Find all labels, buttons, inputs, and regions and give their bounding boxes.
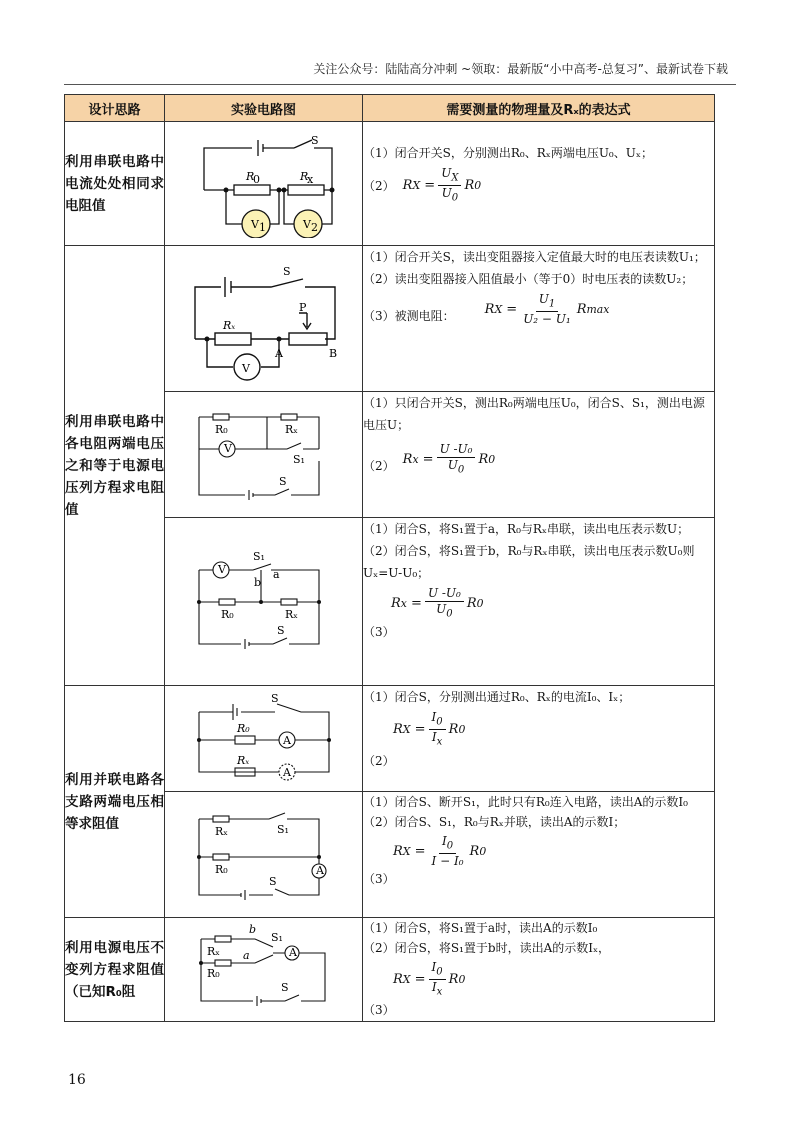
formula-tail: R xyxy=(464,177,475,193)
formula-tail-sub: 0 xyxy=(458,722,466,736)
label-rx-sub: x xyxy=(306,172,313,186)
formula: R X = $\frac{I_0}{I_x}$ R 0 xyxy=(393,710,466,748)
formula-lhs: R xyxy=(391,595,401,611)
den-sub: 0 xyxy=(451,192,459,204)
formula-row xyxy=(363,710,714,750)
formula-tail-sub: 0 xyxy=(479,844,487,858)
formula-num xyxy=(437,442,476,458)
num-text: U xyxy=(441,166,452,180)
circuit-diagram-6 xyxy=(165,792,363,918)
formula: R x = $\frac{\text{U -U₀}}{U_0}$ R 0 xyxy=(391,586,484,620)
label-a-terminal: a xyxy=(242,948,250,962)
page-number: 16 xyxy=(68,1072,86,1088)
label-a: A xyxy=(288,945,297,959)
num-sub: 1 xyxy=(548,298,556,310)
label-v: V xyxy=(241,361,250,375)
label-s: S xyxy=(276,623,285,637)
design-idea-1: 利用串联电路中电流处处相同求电阻值 xyxy=(65,122,165,246)
formula-den xyxy=(429,730,445,749)
label-b: B xyxy=(328,346,337,360)
num-text: U -U₀ xyxy=(427,586,461,600)
formula-num xyxy=(438,166,461,186)
experiment-table xyxy=(64,94,715,1022)
measure-line: （1）闭合S、断开S₁，此时只有R₀连入电路，读出A的示数I₀ xyxy=(363,795,688,809)
den-text: I xyxy=(431,980,437,995)
design-idea-3: 利用并联电路各支路两端电压相等求阻值 xyxy=(65,686,165,918)
label-a: A xyxy=(274,346,283,360)
label-r0: R₀ xyxy=(206,966,220,980)
formula-fraction xyxy=(425,586,464,621)
den-sub: 0 xyxy=(446,608,453,620)
label-rx: R xyxy=(299,169,308,183)
measurement-6 xyxy=(363,792,715,918)
step-label: （3） xyxy=(363,872,395,887)
label-r0: R₀ xyxy=(214,862,228,876)
header-note: 关注公众号：陆陆高分冲刺 ~领取：最新版“小中高考-总复习”、最新试卷下载 xyxy=(313,62,728,76)
formula-row xyxy=(363,586,714,621)
formula: R X = $\frac{U_X}{U_0}$ R 0 xyxy=(402,166,482,204)
label-rx: Rₓ xyxy=(284,422,298,436)
measurement-1 xyxy=(363,122,715,246)
formula-fraction xyxy=(429,960,446,1000)
circuit-diagram-4 xyxy=(165,518,363,686)
formula-row xyxy=(363,960,714,1000)
label-p: P xyxy=(298,300,306,314)
formula-lhs: R xyxy=(393,971,403,987)
label-r0: R₀ xyxy=(220,607,234,621)
num-sub: 0 xyxy=(436,966,443,978)
formula-lhs: R xyxy=(402,451,413,467)
circuit-5-svg xyxy=(189,692,339,786)
label-v1-sub: 1 xyxy=(258,220,266,234)
formula-tail: R xyxy=(448,721,459,737)
label-switch: S xyxy=(310,133,319,147)
formula: R X = $\frac{I_0}{\text{I − I₀}}$ R 0 xyxy=(393,834,487,869)
formula-lhs: R xyxy=(402,177,413,193)
measure-line: （2）闭合S、S₁，R₀与Rₓ并联，读出A的示数I； xyxy=(363,815,626,829)
den-text: U xyxy=(436,602,447,616)
formula-lhs-sub: X xyxy=(402,722,411,736)
table-row xyxy=(65,918,715,1022)
formula-lhs-sub: X xyxy=(402,972,411,986)
formula-fraction xyxy=(438,166,461,206)
label-v2: V xyxy=(302,217,311,231)
formula-fraction xyxy=(429,710,446,750)
formula-lhs-sub: X xyxy=(402,844,411,858)
label-v: V xyxy=(217,562,226,576)
table-row xyxy=(65,122,715,246)
label-v2-sub: 2 xyxy=(310,220,318,234)
formula-num xyxy=(429,960,446,980)
den-text: I xyxy=(431,730,437,745)
formula-den xyxy=(429,980,445,999)
den-sub: x xyxy=(436,736,443,748)
formula-tail: R xyxy=(478,451,489,467)
circuit-7-svg xyxy=(189,923,339,1017)
label-s: S xyxy=(270,691,279,705)
circuit-6-svg xyxy=(189,805,339,905)
table-row xyxy=(65,686,715,792)
label-rx: Rₓ xyxy=(214,824,228,838)
header-measure: 需要测量的物理量及Rₓ的表达式 xyxy=(363,95,715,122)
circuit-diagram-1 xyxy=(165,122,363,246)
formula-lhs: R xyxy=(393,721,403,737)
circuit-4-svg xyxy=(189,550,339,654)
formula-lhs-sub: x xyxy=(400,596,407,610)
measure-line: （1）闭合S，分别测出通过R₀、Rₓ的电流I₀、Iₓ； xyxy=(363,690,631,704)
table-header-row xyxy=(65,95,715,122)
circuit-3-svg xyxy=(189,405,339,505)
formula-tail: R xyxy=(469,843,480,859)
formula: R X = $\frac{I_0}{I_x}$ R 0 xyxy=(393,960,466,998)
formula-fraction xyxy=(520,292,574,327)
circuit-1-svg xyxy=(184,130,344,238)
formula-den xyxy=(445,458,468,477)
num-text: U xyxy=(538,292,549,306)
label-a2: A xyxy=(282,765,291,779)
circuit-diagram-5 xyxy=(165,686,363,792)
step-label: （2） xyxy=(363,459,395,474)
label-r0: R₀ xyxy=(214,422,228,436)
label-rx: Rₓ xyxy=(284,607,298,621)
measure-line: （1）闭合开关S，读出变阻器接入定值最大时的电压表读数U₁； xyxy=(363,250,706,264)
num-text: U -U₀ xyxy=(439,442,473,456)
label-s1: S₁ xyxy=(292,452,305,466)
formula-den xyxy=(439,186,462,205)
table-row xyxy=(65,246,715,392)
design-idea-4: 利用电源电压不变列方程求阻值（已知R₀阻 xyxy=(65,918,165,1022)
formula-den xyxy=(429,854,467,869)
label-r0: R xyxy=(245,169,254,183)
formula-tail-sub: 0 xyxy=(476,596,484,610)
step-label: （2） xyxy=(363,178,395,193)
label-s1: S₁ xyxy=(276,822,289,836)
step-label: （3） xyxy=(363,1002,395,1017)
label-a: A xyxy=(315,863,324,877)
formula-num xyxy=(429,710,446,730)
measurement-4 xyxy=(363,518,715,686)
label-a: A xyxy=(282,733,291,747)
measure-line: （1）闭合开关S，分别测出R₀、Rₓ两端电压U₀、Uₓ； xyxy=(363,146,653,160)
label-rx: Rₓ xyxy=(236,753,249,767)
circuit-diagram-2 xyxy=(165,246,363,392)
measure-line: （1）闭合S，将S₁置于a，R₀与Rₓ串联，读出电压表示数U； xyxy=(363,522,690,536)
formula-tail-sub: 0 xyxy=(474,178,482,192)
formula-lhs: R xyxy=(393,843,403,859)
measurement-7 xyxy=(363,918,715,1022)
formula-tail-sub: 0 xyxy=(458,972,466,986)
den-text: U xyxy=(441,186,452,201)
design-idea-2: 利用串联电路中各电阻两端电压之和等于电源电压列方程求电阻值 xyxy=(65,246,165,686)
measure-line: （2）闭合S，将S₁置于b，R₀与Rₓ串联，读出电压表示数U₀则Uₓ=U-U₀； xyxy=(363,544,695,580)
formula-tail: R xyxy=(466,595,477,611)
formula-row xyxy=(363,442,714,477)
formula-num xyxy=(439,834,456,854)
den-text: U₂ − U₁ xyxy=(523,312,571,327)
label-b: b xyxy=(253,575,261,589)
label-v: V xyxy=(223,441,232,455)
step-label: （3）被测电阻： xyxy=(363,309,455,324)
num-text: I xyxy=(431,960,437,974)
formula-row xyxy=(363,166,714,206)
measure-line: （1）只闭合开关S，测出R₀两端电压U₀，闭合S、S₁，测出电源电压U； xyxy=(363,396,705,432)
num-text: I xyxy=(441,834,447,848)
header-circuit: 实验电路图 xyxy=(165,95,363,122)
label-rx: Rₓ xyxy=(222,318,235,332)
formula-lhs-sub: x xyxy=(412,452,419,466)
formula-tail-sub: 0 xyxy=(488,452,496,466)
formula-lhs-sub: X xyxy=(494,302,503,316)
formula: R x = $\frac{\text{U -U₀}}{U_0}$ R 0 xyxy=(402,442,496,476)
formula-num xyxy=(425,586,464,602)
measure-line: （1）闭合S，将S₁置于a时，读出A的示数I₀ xyxy=(363,921,598,935)
num-sub: 0 xyxy=(446,840,454,852)
formula-row xyxy=(363,834,714,869)
step-label: （2） xyxy=(363,753,395,768)
num-sub: X xyxy=(451,172,459,184)
formula-num xyxy=(536,292,559,312)
measure-line: （2）读出变阻器接入阻值最小（等于0）时电压表的读数U₂； xyxy=(363,272,694,286)
label-b: b xyxy=(248,922,256,936)
den-sub: 0 xyxy=(457,464,465,476)
header-design: 设计思路 xyxy=(65,95,165,122)
formula-den xyxy=(433,602,456,621)
step-label: （3） xyxy=(363,625,395,640)
formula-fraction xyxy=(437,442,476,477)
den-sub: x xyxy=(436,986,443,998)
label-s: S xyxy=(268,874,277,888)
formula-tail: R xyxy=(576,301,587,317)
formula-lhs: R xyxy=(484,301,495,317)
num-sub: 0 xyxy=(436,716,443,728)
formula-den xyxy=(520,312,574,327)
measurement-2 xyxy=(363,246,715,392)
num-text: I xyxy=(431,710,437,724)
formula-fraction xyxy=(429,834,467,869)
circuit-2-svg xyxy=(175,257,353,381)
measure-line: （2）闭合S，将S₁置于b时，读出A的示数Iₓ， xyxy=(363,941,611,955)
label-s1: S₁ xyxy=(270,930,283,944)
formula-tail-sub: max xyxy=(586,302,610,316)
formula-row xyxy=(363,292,714,327)
header-divider xyxy=(64,84,736,85)
circuit-diagram-3 xyxy=(165,392,363,518)
label-a: a xyxy=(272,567,280,581)
formula-tail: R xyxy=(448,971,459,987)
label-s1: S₁ xyxy=(252,549,265,563)
measurement-5 xyxy=(363,686,715,792)
label-v1: V xyxy=(250,217,259,231)
circuit-diagram-7 xyxy=(165,918,363,1022)
den-text: I − I₀ xyxy=(431,854,464,869)
label-r0-sub: 0 xyxy=(252,172,260,186)
label-r0: R₀ xyxy=(236,721,250,735)
measurement-3 xyxy=(363,392,715,518)
label-s: S xyxy=(280,980,289,994)
formula-lhs-sub: X xyxy=(412,178,421,192)
formula: R X = $\frac{U_1}{\text{U₂ − U₁}}$ R max xyxy=(484,292,610,327)
label-switch: S xyxy=(282,264,291,278)
den-text: U xyxy=(447,458,458,472)
label-rx: Rₓ xyxy=(206,944,220,958)
label-s: S xyxy=(278,474,287,488)
